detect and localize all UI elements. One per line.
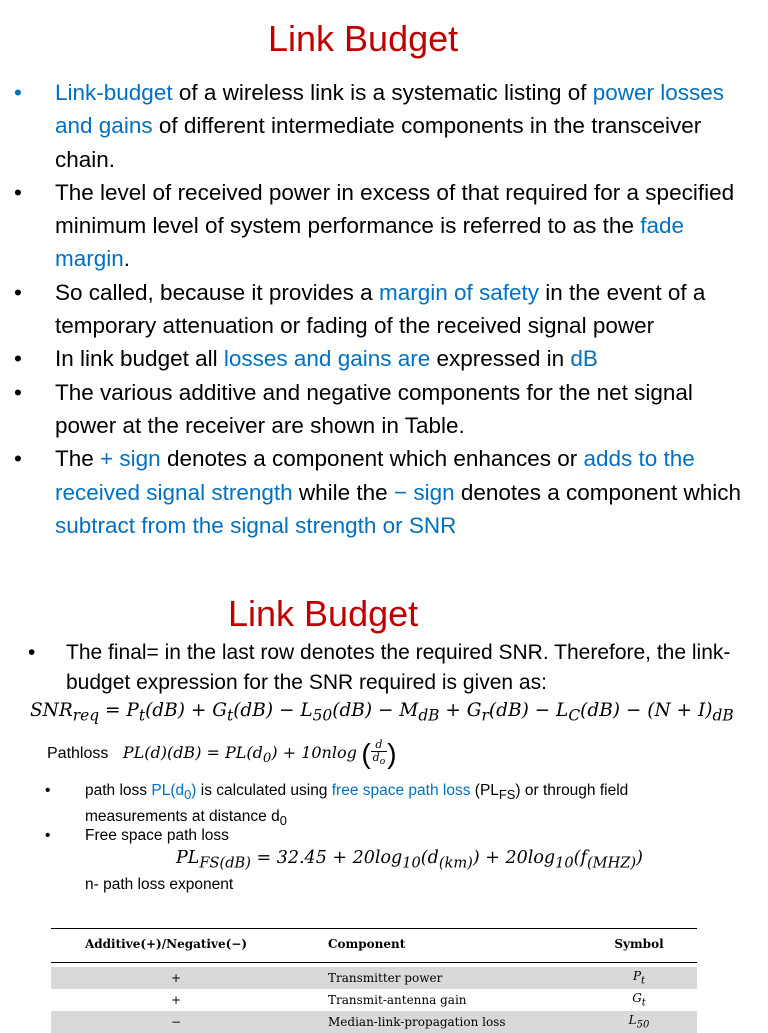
bullet-icon: • xyxy=(45,782,51,799)
row-symbol: $L_{50}$ xyxy=(628,1013,650,1031)
table-header xyxy=(51,929,697,959)
pl-fs-sub: FS xyxy=(498,787,516,803)
final-row-note xyxy=(0,638,768,698)
fspl-note xyxy=(0,825,768,847)
table-row xyxy=(51,967,697,989)
highlighted-term: adds to the received signal strength xyxy=(55,446,695,505)
bullet-item xyxy=(0,76,768,176)
bullet-text: The level of received power in excess of that required for a specified minimum level of system performance is referred to as the xyxy=(55,179,735,239)
path-loss-exponent-note: n- path loss exponent xyxy=(85,876,234,893)
header-symbol: Symbol xyxy=(614,937,664,951)
bullet-icon: • xyxy=(14,379,22,405)
bullet-text: So called, because it provides a xyxy=(55,279,379,305)
row-sign: + xyxy=(170,971,182,985)
fspl-label: Free space path loss xyxy=(85,827,229,844)
row-symbol: $G_t$ xyxy=(632,991,646,1009)
highlighted-term: fade margin xyxy=(55,213,685,272)
bullet-text: The xyxy=(55,446,101,472)
row-component: Transmit-antenna gain xyxy=(328,993,467,1007)
bullet-icon: • xyxy=(14,279,22,305)
bullet-icon: • xyxy=(14,446,22,472)
table-row xyxy=(51,989,697,1011)
pl-d0-text: path loss xyxy=(85,782,152,799)
d0-sub: 0 xyxy=(279,813,287,829)
pathloss-equation: Pathloss $PL(d)(dB) = PL(d_0) + 10nlog$ ( $\frac{d}{d_o}$ ) xyxy=(47,738,397,769)
bullet-text: of a wireless link is a systematic listing of xyxy=(172,80,593,105)
bullet-text: expressed in xyxy=(430,346,571,372)
pl-d0-term-a: PL(d xyxy=(151,782,185,799)
header-sign: Additive(+)/Negative(−) xyxy=(84,937,248,951)
row-component: Median-link-propagation loss xyxy=(328,1015,506,1029)
bullet-icon: • xyxy=(14,346,22,372)
table-body xyxy=(51,967,697,1033)
bullet-item xyxy=(0,276,768,343)
pl-d0-sub: 0 xyxy=(184,787,192,803)
table-row xyxy=(51,1011,697,1033)
bullet-text: denotes a component which xyxy=(454,479,742,505)
bullet-item xyxy=(0,342,768,375)
bullet-text: of different intermediate components in the transceiver chain. xyxy=(55,113,702,172)
header-component: Component xyxy=(328,937,406,951)
pl-d0-text: ) or through field measurements at distance d xyxy=(85,782,629,826)
fspl-equation: $PL_{FS(dB)} = 32.45 + 20\log_{10}(d_{(km)}) + 20\log_{10}(f_{(MHZ)})$ xyxy=(176,848,643,872)
highlighted-term: margin of safety xyxy=(378,279,540,305)
bullet-text: In link budget all xyxy=(55,346,224,372)
row-sign: − xyxy=(170,1015,182,1029)
link-budget-table xyxy=(51,928,697,1033)
bullet-icon: • xyxy=(14,179,22,205)
bullet-icon: • xyxy=(14,80,22,105)
pl-d0-term xyxy=(151,782,197,803)
row-component: Transmitter power xyxy=(328,971,443,985)
second-slide-title: Link Budget xyxy=(228,593,419,634)
pathloss-label: Pathloss xyxy=(47,745,109,763)
highlighted-term: losses and gains are xyxy=(223,346,431,372)
pl-d0-term-b: ) xyxy=(191,782,197,799)
pl-d0-text: (PL xyxy=(470,782,499,799)
snr-required-equation: $SNR_{req} = P_t(dB) + G_t(dB) - L_{50}(dB) - M_{dB} + G_r(dB) - L_C(dB) - (N + I)_{dB}$ xyxy=(30,700,734,725)
bullet-item xyxy=(0,442,768,542)
bullet-text: The various additive and negative components for the net signal power at the receiver are shown in Table. xyxy=(55,379,693,438)
bullet-text: denotes a component which enhances or xyxy=(160,446,584,472)
highlighted-term: dB xyxy=(570,346,598,372)
pl-d0-text: is calculated using xyxy=(196,782,332,799)
row-symbol: $P_t$ xyxy=(632,969,646,987)
bullet-item xyxy=(0,176,768,276)
bullet-icon: • xyxy=(45,827,51,844)
highlighted-term: + sign xyxy=(100,446,161,472)
bullet-item xyxy=(0,376,768,443)
highlighted-term: power losses and gains xyxy=(55,80,725,139)
bullet-icon: • xyxy=(28,641,36,664)
highlighted-term: − sign xyxy=(393,479,455,505)
distance-ratio: $\frac{d}{d_o}$ xyxy=(372,738,386,768)
final-row-text: The final= in the last row denotes the required SNR. Therefore, the link-budget expression for the SNR required is given as: xyxy=(66,641,731,694)
bullet-text: while the xyxy=(292,479,394,505)
bullet-text: in the event of a temporary attenuation or fading of the received signal power xyxy=(55,279,706,339)
highlighted-term: subtract from the signal strength or SNR xyxy=(55,512,457,538)
bullet-text: . xyxy=(123,246,131,272)
fspl-term: free space path loss xyxy=(331,782,471,799)
highlighted-term: Link-budget xyxy=(55,80,173,105)
bullet-list xyxy=(0,76,768,542)
slide-title: Link Budget xyxy=(268,18,459,59)
row-sign: + xyxy=(170,993,182,1007)
